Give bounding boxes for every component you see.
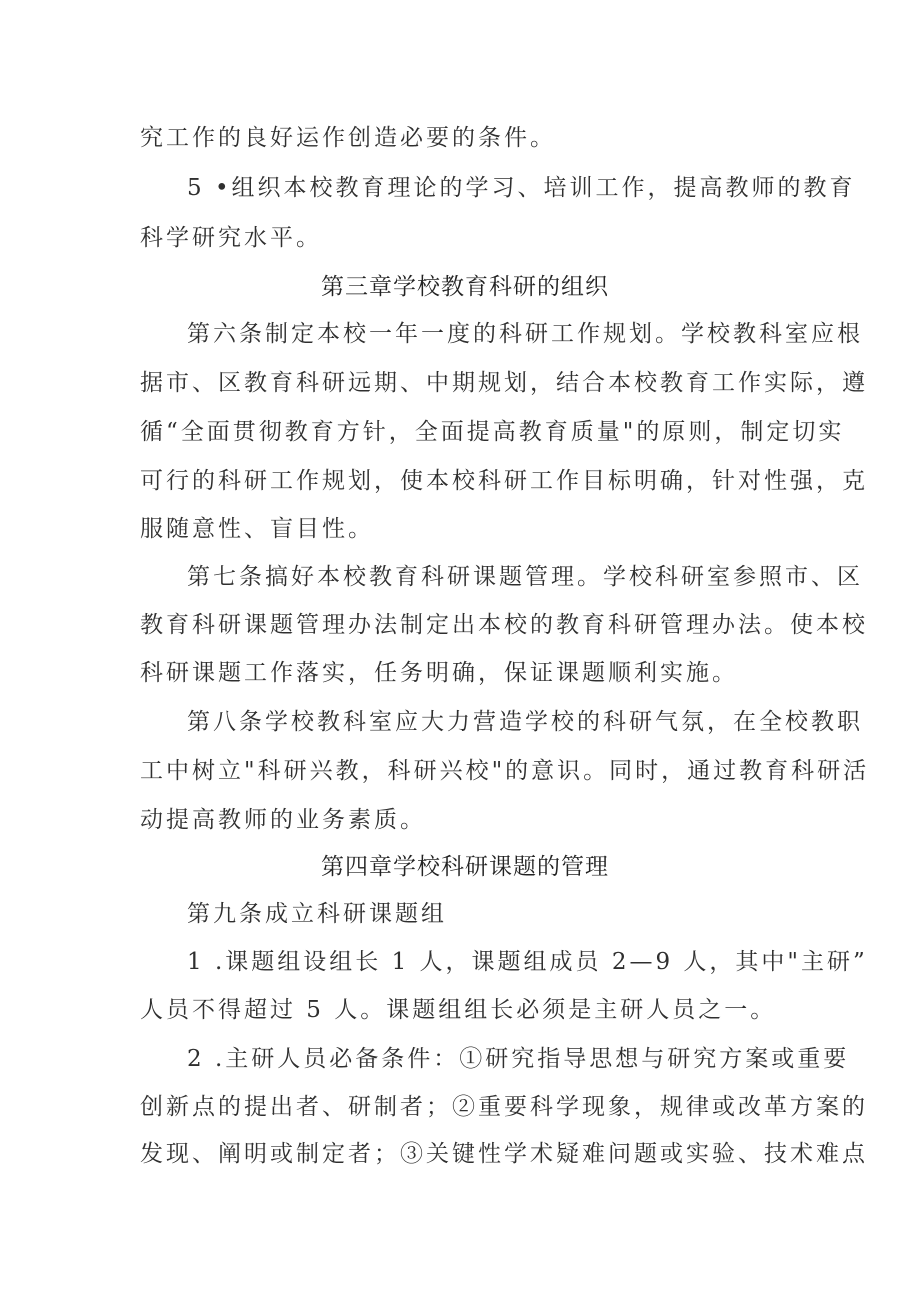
paragraph-line: 动提高教师的业务素质。 [140,807,426,833]
paragraph-line: 科研课题工作落实，任务明确，保证课题顺利实施。 [140,660,738,686]
paragraph-line: 1 .课题组设组长 1 人，课题组成员 2—9 人，其中"主研” [187,949,868,975]
paragraph-line: 循“全面贯彻教育方针，全面提高教育质量"的原则，制定切实 [140,419,845,445]
chapter-four-heading: 第四章学校科研课题的管理 [321,854,609,880]
paragraph-line: 第六条制定本校一年一度的科研工作规划。学校教科室应根 [187,321,863,347]
paragraph-line: 第七条搞好本校教育科研课题管理。学校科研室参照市、区 [187,564,863,590]
paragraph-line: 人员不得超过 5 人。课题组组长必须是主研人员之一。 [140,997,777,1023]
paragraph-line: 服随意性、盲目性。 [140,516,374,542]
paragraph-line: 第九条成立科研课题组 [187,901,447,927]
paragraph-line: 教育科研课题管理办法制定出本校的教育科研管理办法。使本校 [140,612,868,638]
paragraph-line: 5 •组织本校教育理论的学习、培训工作，提高教师的教育 [187,175,856,201]
paragraph-line: 创新点的提出者、研制者；②重要科学现象，规律或改革方案的 [140,1094,868,1120]
paragraph-line: 究工作的良好运作创造必要的条件。 [140,125,556,151]
paragraph-line: 2 .主研人员必备条件：①研究指导思想与研究方案或重要 [187,1046,850,1072]
paragraph-line: 发现、阐明或制定者；③关键性学术疑难问题或实验、技术难点 [140,1141,868,1167]
paragraph-line: 工中树立"科研兴教，科研兴校"的意识。同时，通过教育科研活 [140,758,870,784]
paragraph-line: 第八条学校教科室应大力营造学校的科研气氛，在全校教职 [187,709,863,735]
chapter-three-heading: 第三章学校教育科研的组织 [321,274,609,300]
paragraph-line: 可行的科研工作规划，使本校科研工作目标明确，针对性强，克 [140,468,868,494]
paragraph-line: 科学研究水平。 [140,225,322,251]
paragraph-line: 据市、区教育科研远期、中期规划，结合本校教育工作实际，遵 [140,370,868,396]
